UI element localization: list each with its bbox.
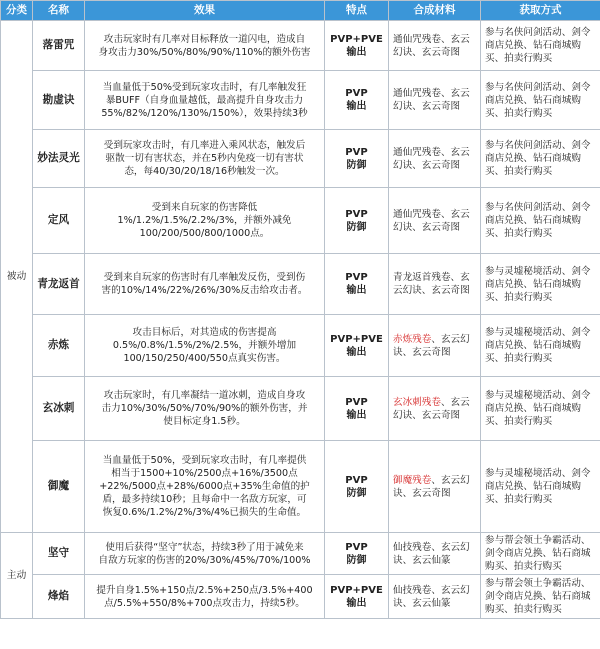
effect-line: 驱散一切有害状态，并在5秒内免疫一切有害状 [105,153,304,164]
header-source: 获取方式 [481,1,600,21]
effect-line: 100/150/250/400/550点真实伤害。 [123,353,286,364]
header-feature: 特点 [325,1,389,21]
skill-material [389,575,481,619]
effect-line: 暴BUFF（自身血量越低，最高提升自身攻击力 [105,94,304,106]
material-text: 通仙咒残卷、玄云幻诀、玄云奇图 [393,208,470,233]
skill-source: 参与灵墟秘境活动、剑令商店兑换、钻石商城购买、拍卖行购买 [481,377,600,441]
skill-source: 参与帮会领土争霸活动、剑令商店兑换、钻石商城购买、拍卖行购买 [481,533,600,575]
skill-effect [85,71,325,130]
feature-line: 防御 [346,159,367,171]
feature-line: PVP [345,88,368,99]
table-row [1,441,600,533]
effect-line: 态，每40/30/20/18/16秒触发一次。 [124,166,285,177]
effect-line: +22%/5000点+28%/6000点+35%生命值的护 [99,481,310,492]
feature-line: 输出 [346,101,367,112]
skill-feature [325,130,389,188]
skill-feature [325,441,389,533]
material-text: 、玄云幻诀、玄云奇图 [393,333,470,358]
header-name: 名称 [33,1,85,21]
category-passive: 被动 [1,21,33,533]
skill-source: 参与名侠问剑活动、剑令商店兑换、钻石商城购买、拍卖行购买 [481,188,600,254]
effect-line: 身攻击力30%/50%/80%/90%/110%的额外伤害 [98,46,311,58]
skill-material [389,441,481,533]
material-text: 青龙返首残卷、玄云幻诀、玄云奇图 [393,272,470,296]
effect-line: 害的10%/14%/22%/26%/30%反击给攻击者。 [101,285,308,296]
effect-line: 当血量低于50%受到玩家攻击时，有几率触发狂 [102,81,307,93]
effect-line: 受到来自玩家的伤害时有几率触发反伤，受到伤 [103,272,306,283]
skill-feature [325,533,389,575]
effect-line: 提升自身1.5%+150点/2.5%+250点/3.5%+400 [96,584,313,596]
header-material: 合成材料 [389,1,481,21]
skill-name: 定风 [33,188,85,254]
effect-line: 使目标定身1.5秒。 [163,416,246,427]
feature-line: PVP [345,146,368,158]
material-highlight: 赤炼残卷 [393,333,432,345]
effect-line: 1%/1.2%/1.5%/2.2%/3%，并额外减免 [117,215,292,226]
feature-line: PVP [345,208,368,220]
skill-material [389,71,481,130]
skill-effect [85,21,325,71]
skill-feature [325,188,389,254]
effect-line: 攻击玩家时有几率对目标释放一道闪电，造成自 [103,33,306,45]
skill-feature [325,71,389,130]
feature-line: 输出 [346,409,367,421]
skill-effect [85,575,325,619]
feature-line: PVP+PVE [330,333,383,345]
skill-source: 参与名侠问剑活动、剑令商店兑换、钻石商城购买、拍卖行购买 [481,21,600,71]
skill-material [389,533,481,575]
skill-material [389,315,481,377]
skill-effect [85,441,325,533]
table-row [1,188,600,254]
skill-source: 参与名侠问剑活动、剑令商店兑换、钻石商城购买、拍卖行购买 [481,71,600,130]
table-row [1,575,600,619]
effect-line: 0.5%/0.8%/1.5%/2%/2.5%，并额外增加 [112,340,297,351]
header-effect: 效果 [85,1,325,21]
skill-name: 青龙返首 [33,254,85,315]
skill-effect [85,130,325,188]
skill-feature [325,21,389,71]
skill-material [389,254,481,315]
material-highlight: 玄冰刺残卷 [393,396,441,408]
feature-line: PVP+PVE [330,584,383,596]
feature-line: 防御 [346,487,367,499]
skill-name: 玄冰刺 [33,377,85,441]
material-text: 通仙咒残卷、玄云幻诀、玄云奇图 [393,33,470,58]
material-text: 通仙咒残卷、玄云幻诀、玄云奇图 [393,146,470,171]
table-row [1,315,600,377]
table-row [1,71,600,130]
skill-name: 御魔 [33,441,85,533]
feature-line: PVP [345,272,368,283]
feature-line: PVP [345,474,368,486]
skill-feature [325,377,389,441]
table-row [1,21,600,71]
effect-line: 受到玩家攻击时，有几率进入乘风状态，触发后 [103,140,306,151]
effect-line: 攻击玩家时，有几率凝结一道冰刺，造成自身攻 [103,390,306,401]
material-text: 、玄云幻诀、玄云奇图 [393,396,470,421]
effect-line: 点/5.5%+550/8%+700点攻击力，持续5秒。 [104,597,305,609]
table-row [1,533,600,575]
skill-source: 参与灵墟秘境活动、剑令商店兑换、钻石商城购买、拍卖行购买 [481,441,600,533]
skill-feature [325,315,389,377]
effect-line: 当血量低于50%，受到玩家攻击时，有几率提供 [102,455,307,466]
skill-material [389,188,481,254]
effect-line: 盾，最多持续10秒；且每命中一名敌方玩家，可 [102,494,307,505]
skill-source: 参与灵墟秘境活动、剑令商店兑换、钻石商城购买、拍卖行购买 [481,315,600,377]
skill-feature [325,254,389,315]
skill-name: 坚守 [33,533,85,575]
effect-line: 相当于1500+10%/2500点+16%/3500点 [111,468,298,479]
feature-line: 输出 [346,597,367,609]
material-highlight: 御魔残卷 [393,474,432,486]
table-row [1,377,600,441]
feature-line: PVP [345,541,368,553]
material-text: 仙技残卷、玄云幻诀、玄云仙篆 [393,541,470,566]
effect-line: 使用后获得“坚守”状态，持续3秒了用于减免来 [105,541,304,553]
skill-effect [85,188,325,254]
skill-name: 妙法灵光 [33,130,85,188]
effect-line: 攻击目标后，对其造成的伤害提高 [132,327,277,338]
material-text: 仙技残卷、玄云幻诀、玄云仙篆 [393,584,470,609]
feature-line: 输出 [346,346,367,358]
skill-name: 烽焰 [33,575,85,619]
skill-material [389,21,481,71]
feature-line: 防御 [346,221,367,233]
skill-effect [85,254,325,315]
skill-material [389,130,481,188]
skill-effect [85,315,325,377]
effect-line: 受到来自玩家的伤害降低 [151,202,258,213]
table-row [1,130,600,188]
material-text: 通仙咒残卷、玄云幻诀、玄云奇图 [393,88,470,112]
skill-effect [85,533,325,575]
feature-line: PVP [345,396,368,408]
skill-source: 参与名侠问剑活动、剑令商店兑换、钻石商城购买、拍卖行购买 [481,130,600,188]
material-text: 、玄云幻诀、玄云奇图 [393,474,470,499]
skill-feature [325,575,389,619]
feature-line: PVP+PVE [330,33,383,45]
effect-line: 55%/82%/120%/130%/150%），效果持续3秒 [101,107,308,119]
effect-line: 击力10%/30%/50%/70%/90%的额外伤害，并 [101,403,308,414]
skill-source: 参与灵墟秘境活动、剑令商店兑换、钻石商城购买、拍卖行购买 [481,254,600,315]
skill-effect [85,377,325,441]
feature-line: 输出 [346,46,367,58]
skill-name: 落雷咒 [33,21,85,71]
skill-name: 赤炼 [33,315,85,377]
skill-name: 勘虚诀 [33,71,85,130]
feature-line: 防御 [346,554,367,566]
feature-line: 输出 [346,285,367,296]
table-row [1,254,600,315]
category-active: 主动 [1,533,33,619]
header-category: 分类 [1,1,33,21]
effect-line: 恢复0.6%/1.2%/2%/3%/4%已损失的生命值。 [102,507,307,518]
skill-material [389,377,481,441]
skill-source: 参与帮会领土争霸活动、剑令商店兑换、钻石商城购买、拍卖行购买 [481,575,600,619]
effect-line: 100/200/500/800/1000点。 [139,228,270,239]
header-row [1,1,600,21]
effect-line: 自敌方玩家的伤害的20%/30%/45%/70%/100% [98,554,311,566]
